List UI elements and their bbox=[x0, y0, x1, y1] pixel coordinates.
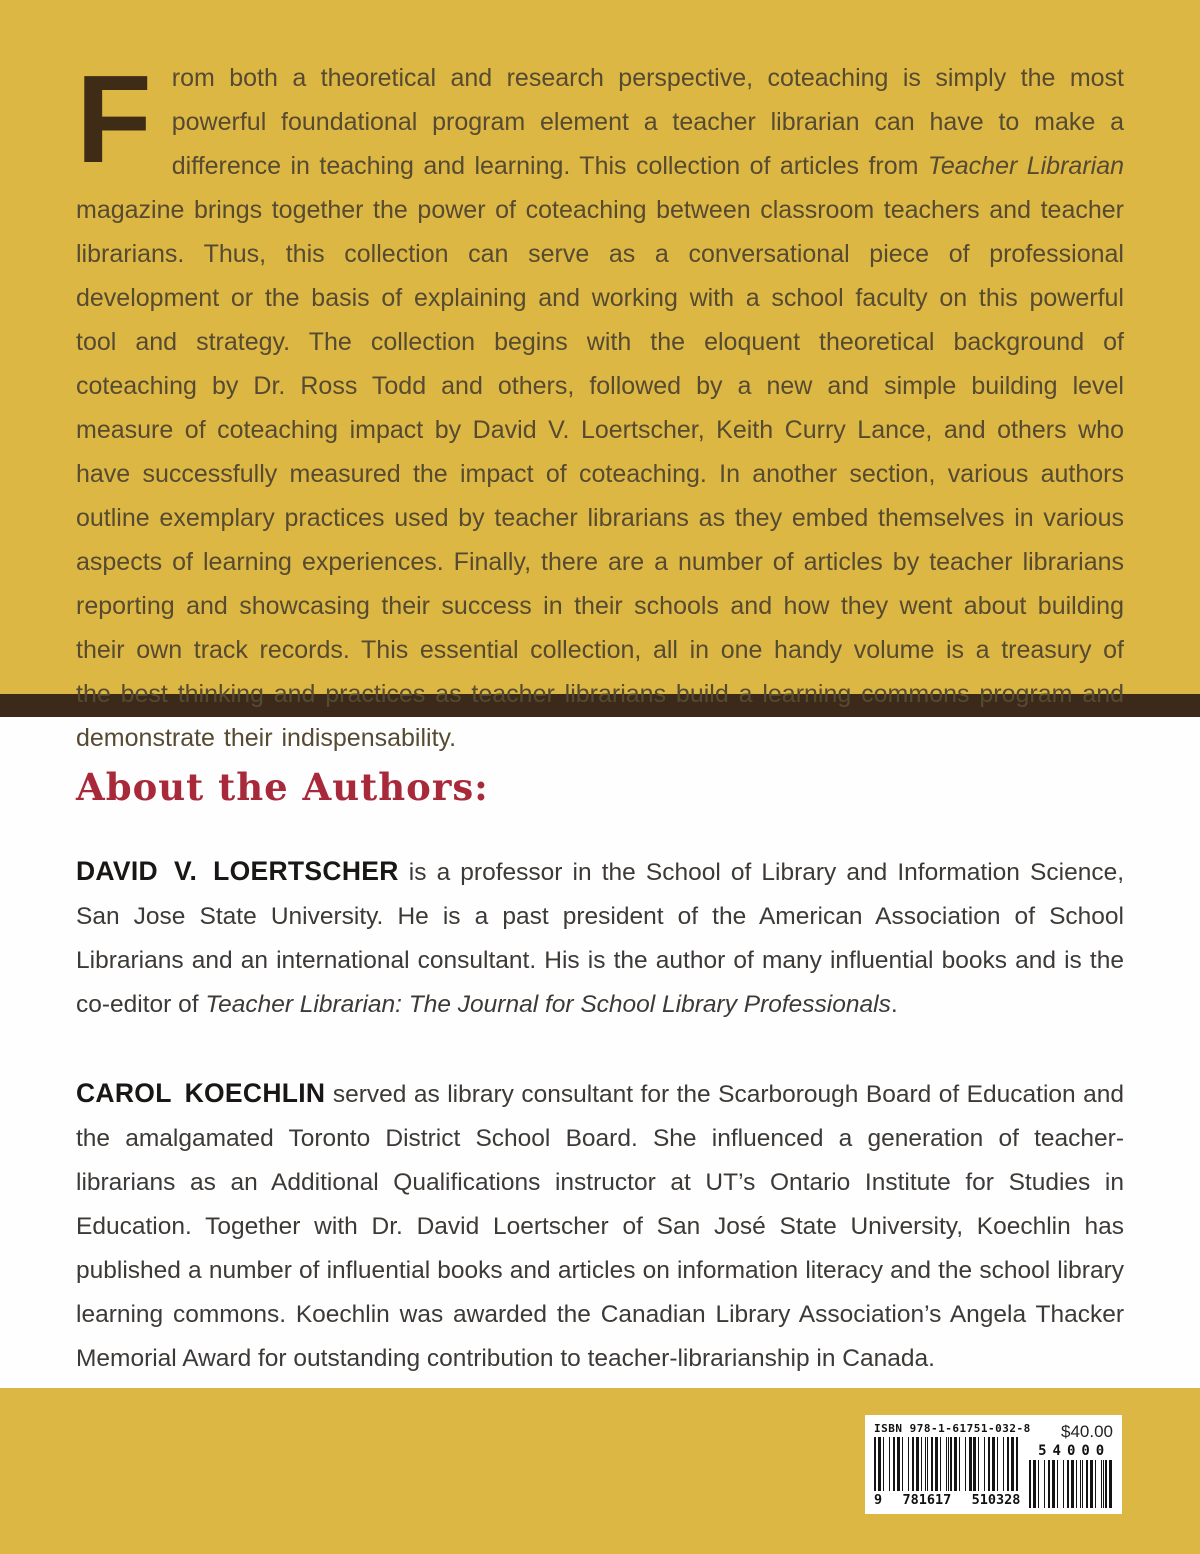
ean13-digits bbox=[874, 1492, 1020, 1508]
ean13-group1: 781617 bbox=[902, 1492, 952, 1508]
author-bio-koechlin bbox=[76, 1071, 1124, 1381]
synopsis-paragraph bbox=[76, 51, 1125, 760]
isbn-label: ISBN 978-1-61751-032-8 bbox=[874, 1422, 1031, 1435]
drop-cap: F bbox=[76, 51, 152, 189]
price-label: $40.00 bbox=[1061, 1422, 1113, 1441]
author-bio-text-after: . bbox=[890, 991, 898, 1018]
price-addon-digits: 54000 bbox=[1038, 1443, 1111, 1459]
price-addon-block bbox=[1029, 1422, 1113, 1508]
author-bio-text: is a professor in the School of Library and Information Science, San Jose State University. He is a past president of the American Association of School Librarians and an international consultant. His is the author of many influential books and is the co-editor of bbox=[76, 859, 1124, 1018]
synopsis-text-before: rom both a theoretical and research perspective, coteaching is simply the most powerful foundational program element a teacher librarian can have to make a difference in teaching and learning. This collection of articles from bbox=[171, 64, 1124, 180]
about-authors-heading: About the Authors: bbox=[76, 765, 489, 809]
isbn-barcode-block bbox=[874, 1422, 1031, 1508]
author-bio-italic-title: Teacher Librarian: The Journal for School Library Professionals bbox=[205, 991, 891, 1018]
about-authors-section bbox=[0, 717, 1200, 1388]
synopsis-text-after: magazine brings together the power of coteaching between classroom teachers and teacher librarians. Thus, this collection can serve as a conversational piece of professional development or the basis of explaining and working with a school faculty on this powerful tool and strategy. The collection begins with the eloquent theoretical background of coteaching by Dr. Ross Todd and others, followed by a new and simple building level measure of coteaching impact by David V. Loertscher, Keith Curry Lance, and others who have successfully measured the impact of coteaching. In another section, various authors outline exemplary practices used by teacher librarians as they embed themselves in various aspects of learning experiences. Finally, there are a number of articles by teacher librarians reporting and showcasing their success in their schools and how they went about building their own track records. This essential collection, all in one handy volume is a treasury of the best thinking and practices as teacher librarians build a learning commons program and demonstrate their indispensability. bbox=[76, 196, 1124, 752]
author-bio-loertscher bbox=[76, 849, 1124, 1027]
author-name-loertscher: DAVID V. LOERTSCHER bbox=[76, 856, 399, 886]
author-name-koechlin: CAROL KOECHLIN bbox=[76, 1078, 326, 1108]
ean13-group2: 510328 bbox=[971, 1492, 1021, 1508]
price-addon-barcode-bars bbox=[1029, 1460, 1113, 1508]
author-bio-text: served as library consultant for the Scarborough Board of Education and the amalgamated Toronto District School Board. She influenced a generation of teacher-librarians as an Additional Qualifications instructor at UT’s Ontario Institute for Studies in Education. Together with Dr. David Loertscher of San José State University, Koechlin has published a number of influential books and articles on information literacy and the school library learning commons. Koechlin was awarded the Canadian Library Association’s Angela Thacker Memorial Award for outstanding contribution to teacher-librarianship in Canada. bbox=[76, 1081, 1124, 1372]
ean13-barcode-bars bbox=[874, 1437, 1020, 1491]
bottom-band bbox=[0, 1388, 1200, 1554]
synopsis-section bbox=[0, 0, 1200, 752]
ean13-lead-digit: 9 bbox=[874, 1492, 883, 1508]
synopsis-italic-title: Teacher Librarian bbox=[927, 152, 1125, 180]
barcode-panel bbox=[865, 1415, 1122, 1514]
